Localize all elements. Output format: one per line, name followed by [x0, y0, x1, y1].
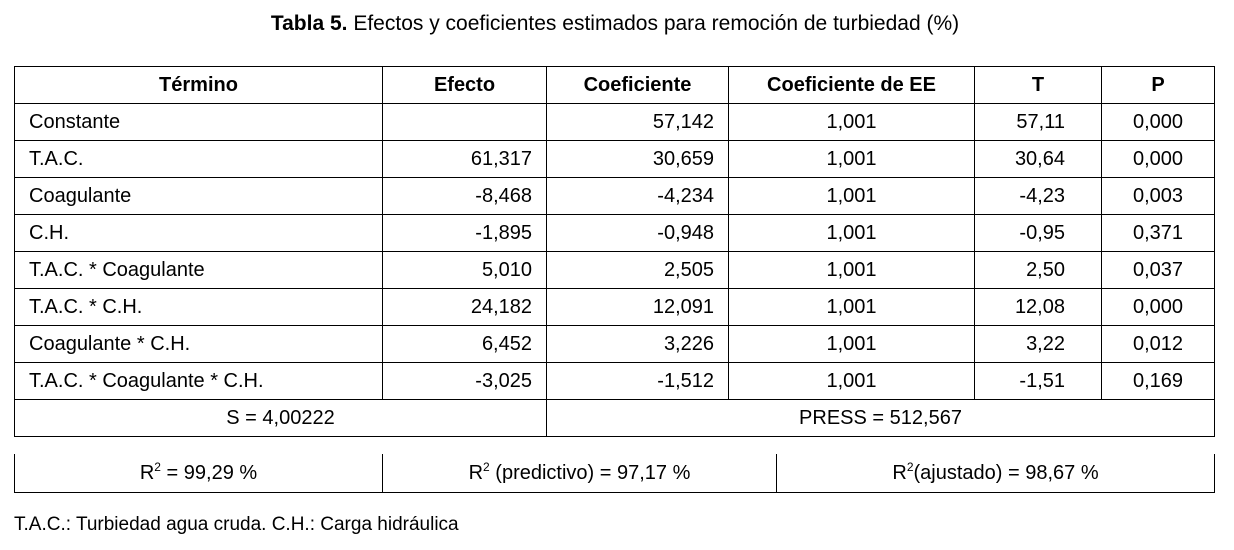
cell-t: 2,50 [975, 252, 1102, 289]
table-row [15, 252, 1215, 289]
summary-row [15, 400, 1215, 437]
effects-table [14, 66, 1215, 437]
cell-coeficiente: -4,234 [547, 178, 729, 215]
cell-coeficiente: -1,512 [547, 363, 729, 400]
r2adj-value: (ajustado) = 98,67 % [913, 462, 1099, 485]
table-body [15, 104, 1215, 437]
cell-efecto: -3,025 [383, 363, 547, 400]
cell-coeficiente-ee: 1,001 [729, 326, 975, 363]
cell-coeficiente: 57,142 [547, 104, 729, 141]
cell-coeficiente: 12,091 [547, 289, 729, 326]
cell-coeficiente-ee: 1,001 [729, 141, 975, 178]
table-row [15, 104, 1215, 141]
cell-t: -0,95 [975, 215, 1102, 252]
table-row [15, 141, 1215, 178]
cell-t: -4,23 [975, 178, 1102, 215]
cell-termino: T.A.C. [15, 141, 383, 178]
table-caption [0, 10, 1230, 38]
header-coeficiente-ee: Coeficiente de EE [729, 67, 975, 104]
cell-efecto: 24,182 [383, 289, 547, 326]
header-coeficiente: Coeficiente [547, 67, 729, 104]
cell-efecto: 61,317 [383, 141, 547, 178]
r2-cell [15, 454, 383, 492]
header-termino: Término [15, 67, 383, 104]
cell-efecto: -1,895 [383, 215, 547, 252]
table-header-row [15, 67, 1215, 104]
cell-coeficiente: 3,226 [547, 326, 729, 363]
cell-p: 0,003 [1102, 178, 1215, 215]
cell-termino: C.H. [15, 215, 383, 252]
cell-efecto [383, 104, 547, 141]
table-row [15, 289, 1215, 326]
cell-termino: Constante [15, 104, 383, 141]
table-row [15, 178, 1215, 215]
cell-coeficiente-ee: 1,001 [729, 215, 975, 252]
cell-termino: Coagulante [15, 178, 383, 215]
r2-superscript: 2 [154, 460, 161, 475]
caption-label: Tabla 5. [270, 12, 348, 35]
r2-prefix: R [139, 462, 155, 485]
r-squared-row [15, 454, 1215, 492]
cell-termino: T.A.C. * Coagulante * C.H. [15, 363, 383, 400]
header-efecto: Efecto [383, 67, 547, 104]
header-t: T [975, 67, 1102, 104]
cell-p: 0,000 [1102, 104, 1215, 141]
cell-coeficiente: 30,659 [547, 141, 729, 178]
r2-value: = 99,29 % [160, 462, 258, 485]
cell-t: 57,11 [975, 104, 1102, 141]
r2pred-value: (predictivo) = 97,17 % [489, 462, 691, 485]
caption-text: Efectos y coeficientes estimados para remoción de turbiedad (%) [347, 12, 960, 35]
cell-p: 0,012 [1102, 326, 1215, 363]
table-footnote: T.A.C.: Turbiedad agua cruda. C.H.: Carga hidráulica [14, 514, 459, 535]
cell-coeficiente: 2,505 [547, 252, 729, 289]
cell-p: 0,000 [1102, 141, 1215, 178]
cell-coeficiente-ee: 1,001 [729, 289, 975, 326]
cell-coeficiente-ee: 1,001 [729, 178, 975, 215]
s-value-cell: S = 4,00222 [15, 400, 547, 437]
r2adj-prefix: R [892, 462, 907, 485]
r2-ajustado-cell [777, 454, 1215, 492]
r2-predictivo-cell [383, 454, 777, 492]
press-value-cell: PRESS = 512,567 [547, 400, 1215, 437]
cell-t: -1,51 [975, 363, 1102, 400]
cell-efecto: -8,468 [383, 178, 547, 215]
cell-t: 30,64 [975, 141, 1102, 178]
cell-efecto: 5,010 [383, 252, 547, 289]
cell-coeficiente-ee: 1,001 [729, 363, 975, 400]
table-row [15, 326, 1215, 363]
r2pred-superscript: 2 [483, 460, 490, 475]
cell-coeficiente: -0,948 [547, 215, 729, 252]
header-p: P [1102, 67, 1215, 104]
cell-termino: Coagulante * C.H. [15, 326, 383, 363]
cell-termino: T.A.C. * Coagulante [15, 252, 383, 289]
r2pred-prefix: R [468, 462, 484, 485]
cell-t: 3,22 [975, 326, 1102, 363]
cell-p: 0,169 [1102, 363, 1215, 400]
cell-coeficiente-ee: 1,001 [729, 104, 975, 141]
table-row [15, 215, 1215, 252]
cell-termino: T.A.C. * C.H. [15, 289, 383, 326]
cell-p: 0,371 [1102, 215, 1215, 252]
cell-efecto: 6,452 [383, 326, 547, 363]
cell-p: 0,037 [1102, 252, 1215, 289]
cell-coeficiente-ee: 1,001 [729, 252, 975, 289]
r-squared-table [14, 454, 1215, 493]
cell-p: 0,000 [1102, 289, 1215, 326]
table-row [15, 363, 1215, 400]
cell-t: 12,08 [975, 289, 1102, 326]
r2adj-superscript: 2 [906, 460, 914, 475]
